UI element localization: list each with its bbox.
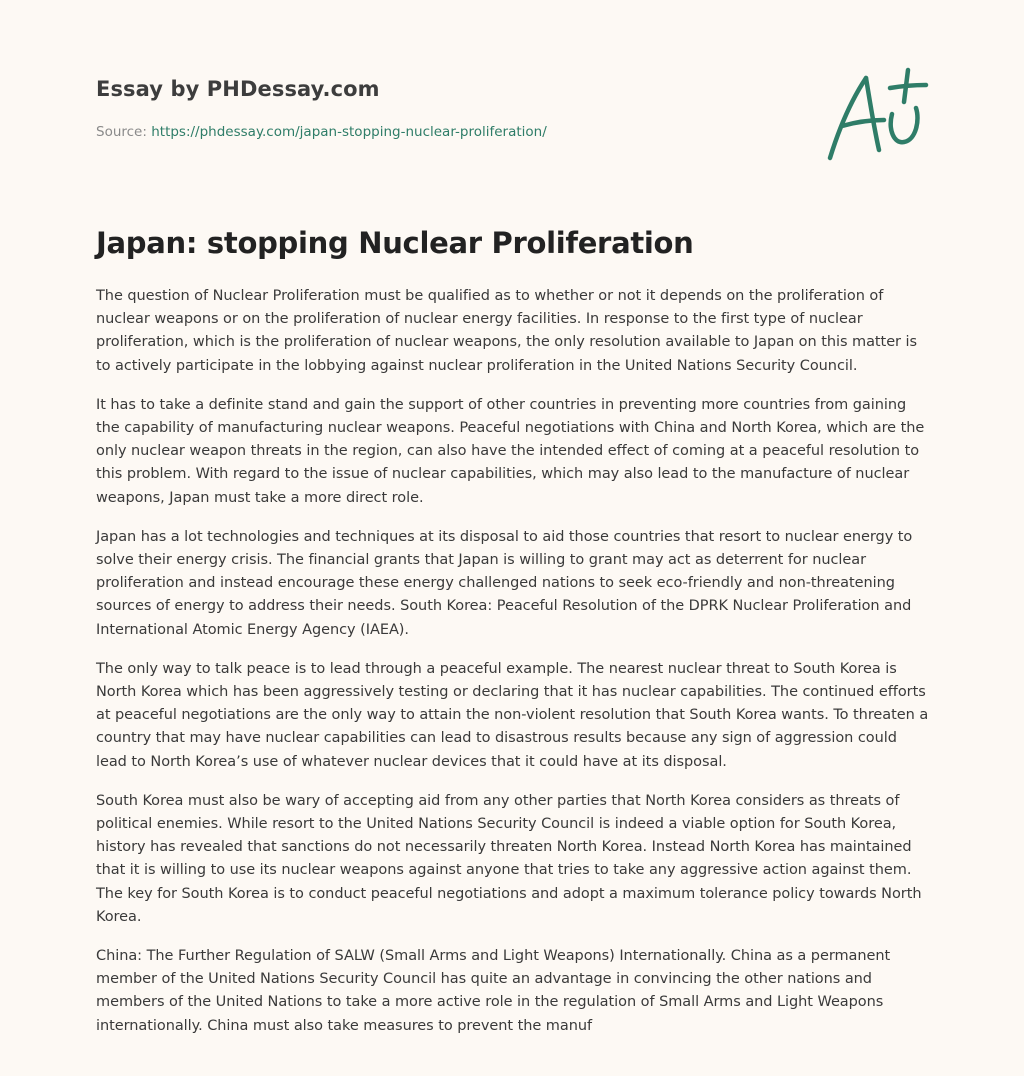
source-line — [96, 124, 547, 140]
essay-body — [96, 285, 930, 1054]
essay-paragraph: The question of Nuclear Proliferation must be qualified as to whether or not it depends on the proliferation of nuclear weapons or on the proliferation of nuclear energy facilities. In response to the first type of nuclear proliferation, which is the proliferation of nuclear weapons, the only resolution available to Japan on this matter is to actively participate in the lobbying against nuclear proliferation in the United Nations Security Council. — [96, 288, 918, 374]
source-link[interactable]: https://phdessay.com/japan-stopping-nuclear-proliferation/ — [151, 124, 547, 140]
site-brand: Essay by PHDessay.com — [96, 77, 380, 101]
essay-paragraph: Japan has a lot technologies and techniques at its disposal to aid those countries that resort to nuclear energy to solve their energy crisis. The financial grants that Japan is willing to grant may act as deterrent for nuclear proliferation and instead encourage these energy challenged nations to seek eco-friendly and non-threatening sources of energy to address their needs. South Korea: Peaceful Resolution of the DPRK Nuclear Proliferation and International Atomic Energy Agency (IAEA). — [96, 528, 913, 638]
source-label: Source: — [96, 124, 152, 140]
a-plus-grade-icon — [822, 66, 930, 166]
essay-paragraph: China: The Further Regulation of SALW (Small Arms and Light Weapons) Internationally. China as a permanent member of the United Nations Security Council has quite an advantage in convincing the other nations and members of the United Nations to take a more active role in the regulation of Small Arms and Light Weapons internationally. China must also take measures to prevent the manuf — [96, 948, 891, 1034]
essay-title: Japan: stopping Nuclear Proliferation — [96, 226, 694, 260]
essay-paragraph: South Korea must also be wary of accepting aid from any other parties that North Korea considers as threats of political enemies. While resort to the United Nations Security Council is indeed a viable option for South Korea, history has revealed that sanctions do not necessarily threaten North Korea. Instead North Korea has maintained that it is willing to use its nuclear weapons against anyone that tries to take any aggressive action against them. The key for South Korea is to conduct peaceful negotiations and adopt a maximum tolerance policy towards North Korea. — [96, 792, 922, 925]
essay-paragraph: The only way to talk peace is to lead through a peaceful example. The nearest nuclear threat to South Korea is North Korea which has been aggressively testing or declaring that it has nuclear capabilities. The continued efforts at peaceful negotiations are the only way to attain the non-violent resolution that South Korea wants. To threaten a country that may have nuclear capabilities can lead to disastrous results because any sign of aggression could lead to North Korea’s use of whatever nuclear devices that it could have at its disposal. — [96, 660, 929, 770]
essay-paragraph: It has to take a definite stand and gain the support of other countries in preventing more countries from gaining the capability of manufacturing nuclear weapons. Peaceful negotiations with China and North Korea, which are the only nuclear weapon threats in the region, can also have the intended effect of coming at a peaceful resolution to this problem. With regard to the issue of nuclear capabilities, which may also lead to the manufacture of nuclear weapons, Japan must take a more direct role. — [96, 396, 925, 506]
